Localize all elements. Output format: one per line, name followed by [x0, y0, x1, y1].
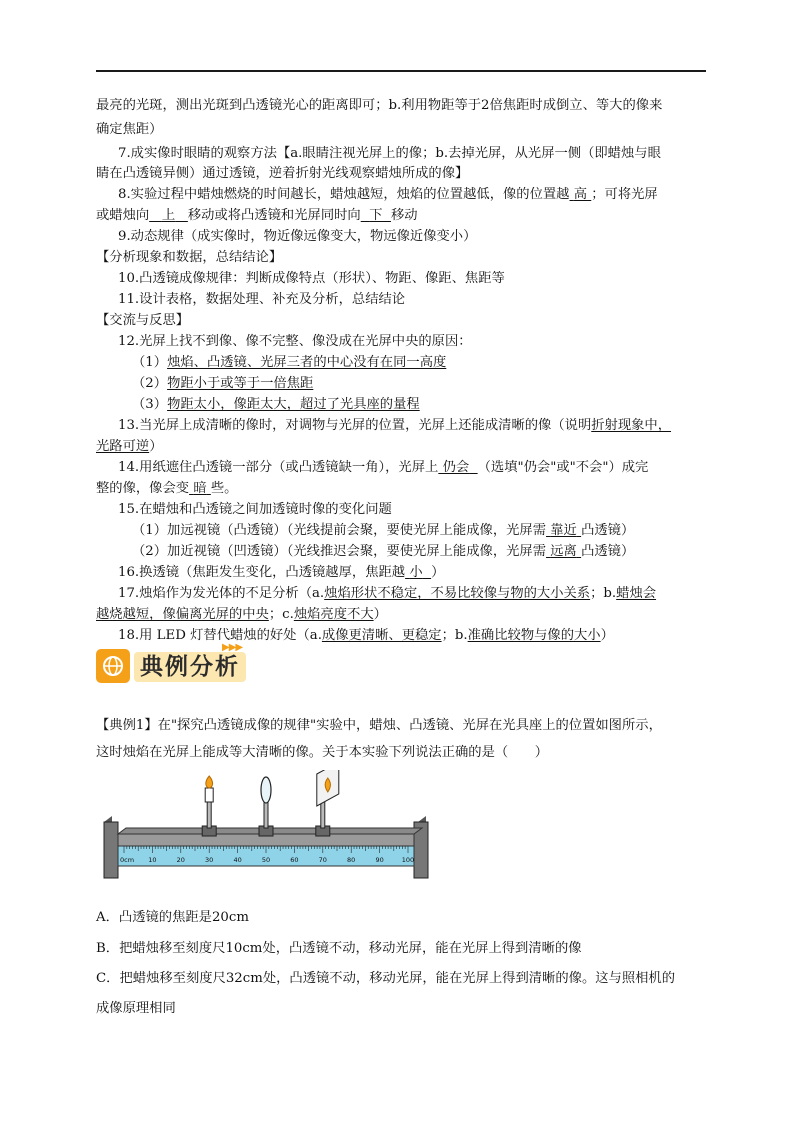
candle-holder-post: [207, 800, 211, 828]
ruler-tick-label: 40: [233, 856, 242, 864]
item-17-line1: 17.烛焰作为发光体的不足分析（a.烛焰形状不稳定，不易比较像与物的大小关系；b.蜡烛会: [118, 586, 657, 601]
option-c-line2: 成像原理相同: [96, 1001, 176, 1016]
optical-bench-figure: [96, 770, 436, 890]
section-logo: [96, 642, 251, 685]
ruler-tick-label: 60: [290, 856, 299, 864]
ruler-tick-label: 50: [261, 856, 271, 864]
text-line: 确定焦距）: [96, 122, 163, 137]
section-logo-title: 典例分析: [134, 652, 246, 682]
option-a: A．凸透镜的焦距是20cm: [96, 910, 249, 925]
item-9: 9.动态规律（成实像时，物近像远像变大，物远像近像变小）: [118, 229, 477, 244]
candle-flame: [206, 776, 213, 788]
ruler-tick-label: 100: [401, 856, 415, 864]
text-line: 睛在凸透镜异侧）通过透镜，逆着折射光线观察蜡烛所成的像】: [96, 166, 469, 181]
arrows-icon: ▶▶▶: [222, 642, 243, 653]
item-15: 15.在蜡烛和凸透镜之间加透镜时像的变化问题: [118, 502, 392, 517]
section-heading: 【交流与反思】: [96, 313, 190, 328]
text-line: 最亮的光斑，测出光斑到凸透镜光心的距离即可；b.利用物距等于2倍焦距时成倒立、等大的像来: [96, 98, 663, 113]
item-8-line1: 8.实验过程中蜡烛燃烧的时间越长，蜡烛越短，烛焰的位置越低，像的位置越 高 ；可将光屏: [118, 187, 658, 202]
example-question-line1: 【典例1】在"探究凸透镜成像的规律"实验中，蜡烛、凸透镜、光屏在光具座上的位置如图所示，: [96, 718, 662, 733]
ruler-tick-label: 90: [375, 856, 384, 864]
item-18: 18.用 LED 灯替代蜡烛的好处（a.成像更清晰、更稳定；b.准确比较物与像的大小）: [118, 628, 614, 643]
example-question-line2: 这时烛焰在光屏上能成等大清晰的像。关于本实验下列说法正确的是（ ）: [96, 745, 549, 760]
ruler-tick-label: 80: [347, 856, 356, 864]
option-b: B．把蜡烛移至刻度尺10cm处，凸透镜不动，移动光屏，能在光屏上得到清晰的像: [96, 941, 582, 956]
ruler-unit-label: 0cm: [120, 856, 135, 864]
convex-lens: [261, 777, 271, 803]
item-13-line1: 13.当光屏上成清晰的像时，对调物与光屏的位置，光屏上还能成清晰的像（说明折射现象中，: [118, 418, 672, 433]
section-heading: 【分析现象和数据，总结结论】: [96, 250, 283, 265]
screen-holder-post: [321, 800, 325, 828]
item-10: 10.凸透镜成像规律：判断成像特点（形状）、物距、像距、焦距等: [118, 271, 505, 286]
globe-icon: [96, 649, 130, 683]
item-12-3: （3）物距太小，像距太大，超过了光具座的量程: [132, 397, 420, 412]
lens-holder-post: [264, 800, 268, 828]
item-13-line2: 光路可逆）: [96, 439, 163, 454]
ruler-tick-label: 10: [148, 856, 157, 864]
item-15-1: （1）加远视镜（凸透镜）（光线提前会聚，要使光屏上能成像，光屏需 靠近 凸透镜）: [132, 523, 635, 538]
item-11: 11.设计表格，数据处理、补充及分析，总结结论: [118, 292, 406, 307]
top-rule: [96, 70, 706, 72]
ruler-tick-label: 30: [205, 856, 214, 864]
item-14-line1: 14.用纸遮住凸透镜一部分（或凸透镜缺一角），光屏上 仍会 （选填"仍会"或"不会"）成完: [118, 460, 649, 475]
candle: [205, 788, 213, 802]
item-12: 12.光屏上找不到像、像不完整、像没成在光屏中央的原因：: [118, 334, 472, 349]
text-line: 7.成实像时眼睛的观察方法【a.眼睛注视光屏上的像；b.去掉光屏，从光屏一侧（即蜡烛与眼: [118, 146, 661, 161]
ruler-tick-label: 20: [176, 856, 185, 864]
option-c-line1: C．把蜡烛移至刻度尺32cm处，凸透镜不动，移动光屏，能在光屏上得到清晰的像。这与照相机的: [96, 971, 676, 986]
item-16: 16.换透镜（焦距发生变化，凸透镜越厚，焦距越 小 ）: [118, 565, 445, 580]
item-8-line2: 或蜡烛向 上 移动或将凸透镜和光屏同时向 下 移动: [96, 208, 418, 223]
item-17-line2: 越烧越短，像偏离光屏的中央；c.烛焰亮度不大）: [96, 607, 387, 622]
item-15-2: （2）加近视镜（凹透镜）（光线推迟会聚，要使光屏上能成像，光屏需 远离 凸透镜）: [132, 544, 635, 559]
item-12-1: （1）烛焰、凸透镜、光屏三者的中心没有在同一高度: [132, 355, 447, 370]
item-12-2: （2）物距小于或等于一倍焦距: [132, 376, 314, 391]
item-14-line2: 整的像，像会变 暗 些。: [96, 481, 238, 496]
ruler-tick-label: 70: [318, 856, 327, 864]
